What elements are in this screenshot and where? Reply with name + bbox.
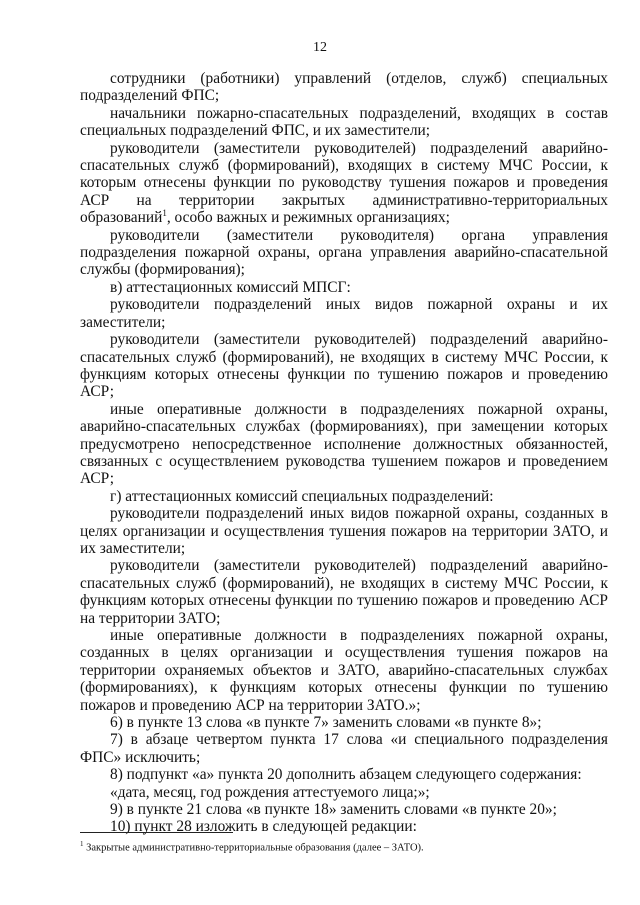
section-heading: в) аттестационных комиссий МПСГ: [110, 278, 351, 296]
paragraph: руководители подразделений иных видов пожарной охраны и их заместители; [80, 296, 608, 331]
paragraph: руководители подразделений иных видов пожарной охраны, созданных в целях организации и осуществления тушения пожаров на территории ЗАТО, и их заместители; [80, 505, 608, 557]
paragraph: иные оперативные должности в подразделениях пожарной охраны, аварийно-спасательных службах (формированиях), при замещении которых предусмотрено непосредственное исполнение должностных обязанностей, связанных с осуществлением руководства тушением пожаров и проведением АСР; [80, 400, 608, 488]
page-number: 12 [313, 40, 327, 55]
footnote-mark: 1 [80, 840, 84, 848]
amendment-item: 6) в пункте 13 слова «в пункте 7» заменить словами «в пункте 8»; [110, 714, 542, 732]
footnote-divider [80, 832, 233, 833]
paragraph: иные оперативные должности в подразделениях пожарной охраны, созданных в целях организации и осуществления тушения пожаров на территории охраняемых объектов и ЗАТО, аварийно-спасательных службах (формированиях), к функциям которых отнесены функции по тушению пожаров и проведению АСР на территории ЗАТО.»; [80, 627, 608, 714]
amendment-item: 7) в абзаце четвертом пункта 17 слова «и специального подразделения ФПС» исключить; [80, 731, 608, 766]
amendment-item: 8) подпункт «а» пункта 20 дополнить абзацем следующего содержания: [110, 766, 582, 784]
amendment-item: 9) в пункте 21 слова «в пункте 18» заменить словами «в пункте 20»; [110, 801, 557, 819]
paragraph: руководители (заместители руководителя) органа управления подразделения пожарной охраны, органа управления аварийно-спасательной службы (формирования); [80, 226, 608, 279]
amendment-item: «дата, месяц, год рождения аттестуемого лица;»; [110, 783, 430, 801]
section-heading: г) аттестационных комиссий специальных подразделений: [110, 487, 494, 505]
paragraph-text-tail: , особо важных и режимных организациях; [166, 209, 450, 227]
footnote [80, 838, 608, 855]
document-body [80, 70, 608, 836]
paragraph: руководители (заместители руководителей) подразделений аварийно-спасательных служб (формирований), не входящих в систему МЧС России, к функциям которых отнесены функции по тушению пожаров и проведению АСР; [80, 331, 608, 401]
paragraph-text: руководители (заместители руководителей) подразделений аварийно-спасательных служб (формирований), входящих в систему МЧС России, к которым отнесены функции по руководству тушения пожаров и проведения АСР на территории закрытых административно-территориальных образований [80, 139, 608, 227]
amendment-item: 10) пункт 28 изложить в следующей редакции: [110, 818, 417, 836]
paragraph: руководители (заместители руководителей) подразделений аварийно-спасательных служб (формирований), не входящих в систему МЧС России, к функциям которых отнесены функции по тушению пожаров и проведению АСР на территории ЗАТО; [80, 557, 608, 627]
paragraph: начальники пожарно-спасательных подразделений, входящих в состав специальных подразделений ФПС, и их заместители; [80, 104, 608, 140]
footnote-text: Закрытые административно-территориальные образования (далее – ЗАТО). [83, 842, 424, 854]
paragraph-with-footnote [80, 140, 608, 227]
footnote-reference[interactable]: 1 [162, 208, 167, 219]
paragraph: сотрудники (работники) управлений (отделов, служб) специальных подразделений ФПС; [80, 70, 608, 105]
